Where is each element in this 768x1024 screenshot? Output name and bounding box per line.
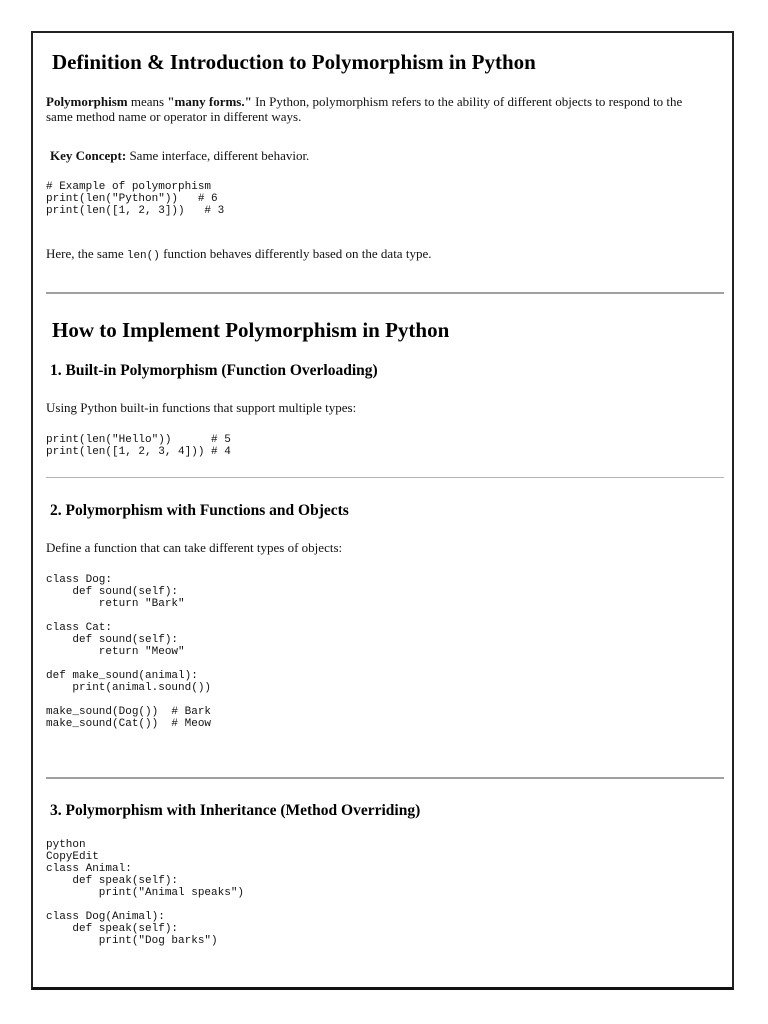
subsection2-code-block: class Dog: def sound(self): return "Bark" class Cat: def sound(self): return "Meow" def make_sound(animal): print(animal.sound()) make_sound(Dog()) # Bark make_sound(Cat()) # Meow (46, 574, 212, 730)
section1-title: Definition & Introduction to Polymorphism in Python (52, 50, 536, 74)
len-note (46, 246, 431, 264)
len-inline-code: len() (126, 250, 160, 262)
section-divider (46, 292, 724, 294)
subsection2-title: 2. Polymorphism with Functions and Objects (50, 502, 349, 519)
intro-bold-term: Polymorphism (46, 94, 128, 109)
len-note-after: function behaves differently based on the data type. (159, 246, 432, 261)
subsection2-text: Define a function that can take different types of objects: (46, 540, 343, 555)
intro-paragraph (46, 94, 711, 124)
subsection1-title: 1. Built-in Polymorphism (Function Overloading) (50, 362, 378, 379)
subsection-divider-1 (46, 477, 724, 478)
subsection3-code-block: python CopyEdit class Animal: def speak(self): print("Animal speaks") class Dog(Animal): def speak(self): print("Dog barks") (46, 839, 245, 947)
intro-bold-quote: "many forms." (167, 94, 252, 109)
key-concept-label: Key Concept: (50, 148, 127, 163)
intro-mid: means (127, 94, 168, 109)
key-concept (50, 148, 309, 163)
subsection1-text: Using Python built-in functions that support multiple types: (46, 400, 357, 415)
subsection1-code-block: print(len("Hello")) # 5 print(len([1, 2, 3, 4])) # 4 (46, 434, 231, 458)
section2-title: How to Implement Polymorphism in Python (52, 318, 450, 342)
intro-rest: In Python, polymorphism refers to the ability of different objects to respond to the same method name or operator in different ways. (46, 94, 683, 124)
subsection3-title: 3. Polymorphism with Inheritance (Method Overriding) (50, 802, 421, 819)
len-note-before: Here, the same (46, 246, 127, 261)
subsection-divider-2 (46, 777, 724, 779)
example-code-block: # Example of polymorphism print(len("Python")) # 6 print(len([1, 2, 3])) # 3 (46, 181, 225, 217)
document-frame (31, 31, 734, 990)
key-concept-text: Same interface, different behavior. (126, 148, 310, 163)
